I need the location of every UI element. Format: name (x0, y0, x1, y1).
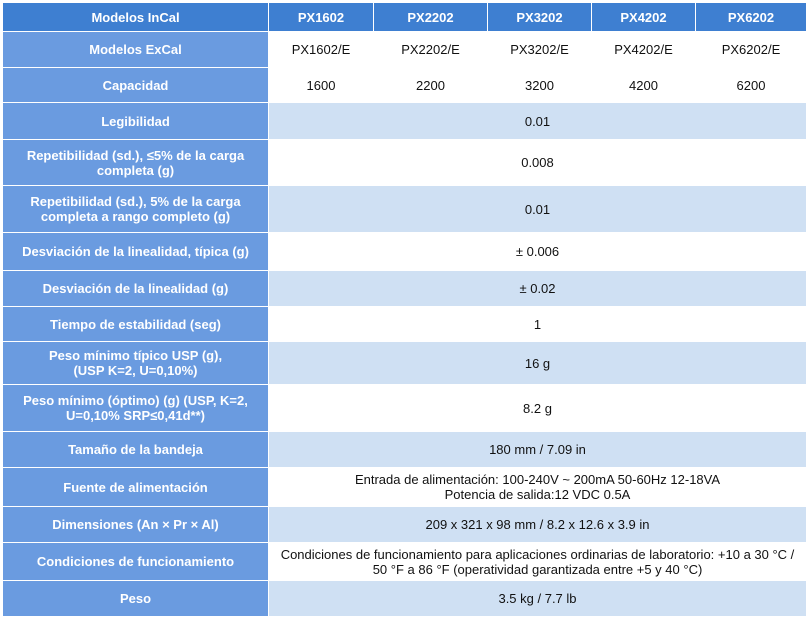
fuente-value (269, 468, 807, 507)
legibilidad-row (3, 103, 807, 140)
capacidad-label: Capacidad (3, 68, 269, 103)
bandeja-row (3, 432, 807, 468)
model-px1602: PX1602 (269, 3, 374, 32)
spec-table (2, 2, 807, 617)
linealidad-value: ± 0.02 (269, 271, 807, 307)
peso-usp-value: 16 g (269, 342, 807, 385)
model-px2202: PX2202 (374, 3, 488, 32)
fuente-line-2: Potencia de salida:12 VDC 0.5A (444, 487, 631, 502)
linealidad-tipica-label: Desviación de la linealidad, típica (g) (3, 233, 269, 271)
condiciones-value: Condiciones de funcionamiento para aplicaciones ordinarias de laboratorio: +10 a 30 °C / 50 °F a 86 °F (operatividad garantizada entre +5 y 40 °C) (269, 543, 807, 581)
header-label: Modelos InCal (3, 3, 269, 32)
model-px6202: PX6202 (696, 3, 807, 32)
excal-row (3, 32, 807, 68)
capacidad-value: 1600 (269, 68, 374, 103)
capacidad-row (3, 68, 807, 103)
estabilidad-row (3, 307, 807, 342)
linealidad-label: Desviación de la linealidad (g) (3, 271, 269, 307)
peso-value: 3.5 kg / 7.7 lb (269, 581, 807, 617)
excal-value: PX6202/E (696, 32, 807, 68)
excal-value: PX2202/E (374, 32, 488, 68)
legibilidad-label: Legibilidad (3, 103, 269, 140)
legibilidad-value: 0.01 (269, 103, 807, 140)
excal-label: Modelos ExCal (3, 32, 269, 68)
repetibilidad-full-row (3, 186, 807, 233)
repetibilidad-full-value: 0.01 (269, 186, 807, 233)
capacidad-value: 6200 (696, 68, 807, 103)
linealidad-row (3, 271, 807, 307)
capacidad-value: 3200 (488, 68, 592, 103)
linealidad-tipica-row (3, 233, 807, 271)
peso-optimo-row (3, 385, 807, 432)
bandeja-label: Tamaño de la bandeja (3, 432, 269, 468)
capacidad-value: 4200 (592, 68, 696, 103)
capacidad-value: 2200 (374, 68, 488, 103)
repetibilidad-5-value: 0.008 (269, 140, 807, 186)
excal-value: PX3202/E (488, 32, 592, 68)
repetibilidad-5-row (3, 140, 807, 186)
dimensiones-row (3, 507, 807, 543)
linealidad-tipica-value: ± 0.006 (269, 233, 807, 271)
repetibilidad-full-label: Repetibilidad (sd.), 5% de la carga completa a rango completo (g) (3, 186, 269, 233)
peso-row (3, 581, 807, 617)
excal-value: PX1602/E (269, 32, 374, 68)
estabilidad-value: 1 (269, 307, 807, 342)
bandeja-value: 180 mm / 7.09 in (269, 432, 807, 468)
fuente-line-1: Entrada de alimentación: 100-240V ~ 200mA 50-60Hz 12-18VA (354, 472, 721, 487)
condiciones-label: Condiciones de funcionamiento (3, 543, 269, 581)
model-px3202: PX3202 (488, 3, 592, 32)
fuente-row (3, 468, 807, 507)
header-row (3, 3, 807, 32)
estabilidad-label: Tiempo de estabilidad (seg) (3, 307, 269, 342)
fuente-label: Fuente de alimentación (3, 468, 269, 507)
repetibilidad-5-label: Repetibilidad (sd.), ≤5% de la carga completa (g) (3, 140, 269, 186)
model-px4202: PX4202 (592, 3, 696, 32)
dimensiones-value: 209 x 321 x 98 mm / 8.2 x 12.6 x 3.9 in (269, 507, 807, 543)
excal-value: PX4202/E (592, 32, 696, 68)
peso-usp-label: Peso mínimo típico USP (g), (USP K=2, U=0,10%) (3, 342, 269, 385)
peso-usp-row (3, 342, 807, 385)
dimensiones-label: Dimensiones (An × Pr × Al) (3, 507, 269, 543)
peso-optimo-label: Peso mínimo (óptimo) (g) (USP, K=2, U=0,10% SRP≤0,41d**) (3, 385, 269, 432)
condiciones-row (3, 543, 807, 581)
peso-optimo-value: 8.2 g (269, 385, 807, 432)
peso-label: Peso (3, 581, 269, 617)
